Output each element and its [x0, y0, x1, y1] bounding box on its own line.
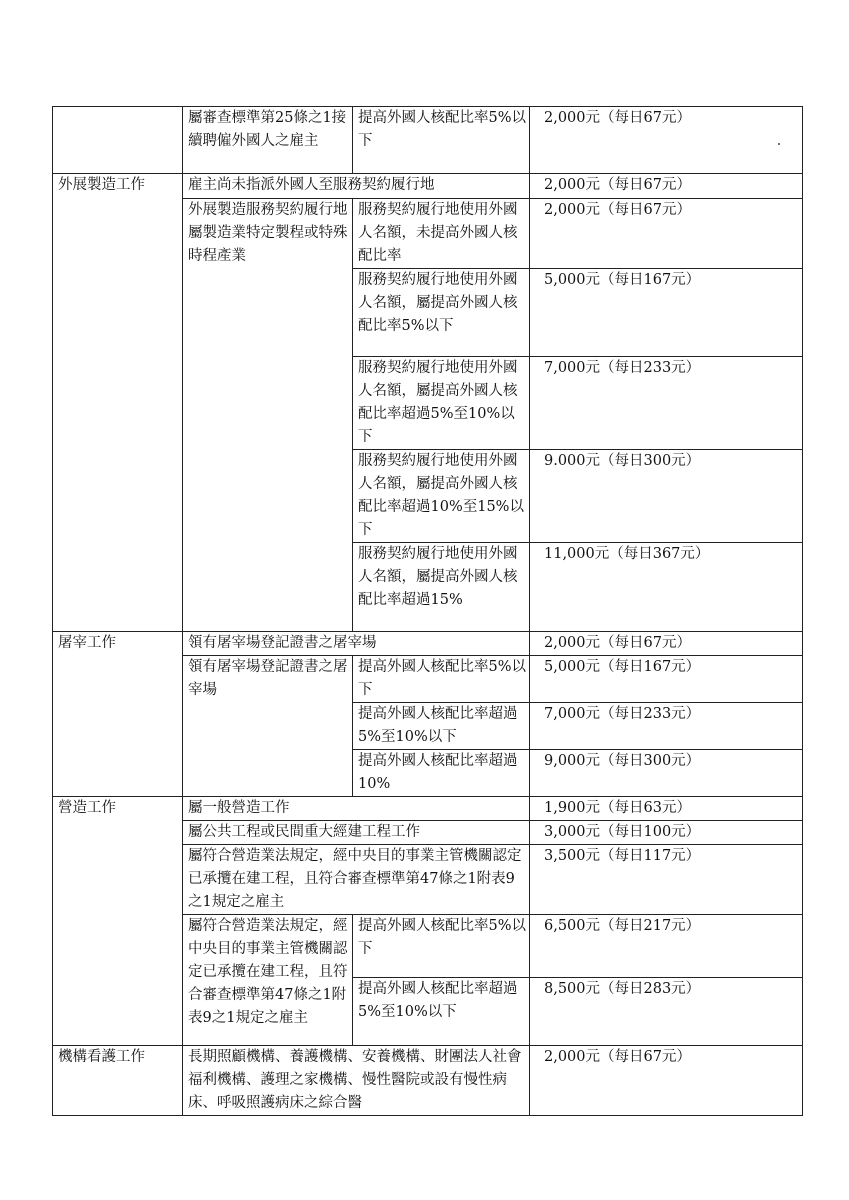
table-row [53, 107, 803, 174]
condition-cell: 長期照顧機構、養護機構、安養機構、財團法人社會福利機構、護理之家機構、慢性醫院或設有慢性病床、呼吸照護病床之綜合醫 [183, 1046, 530, 1116]
category-cell: 屠宰工作 [53, 632, 183, 797]
fee-cell: 2,000元（每日67元） [530, 1046, 803, 1116]
fee-cell: 9,000元（每日300元） [530, 750, 803, 797]
fee-cell: 8,500元（每日283元） [530, 978, 803, 1046]
ratio-cell: 提高外國人核配比率5%以下 [353, 915, 530, 978]
condition-cell: 雇主尚未指派外國人至服務契約履行地 [183, 174, 530, 199]
ratio-cell: 服務契約履行地使用外國人名額，未提高外國人核配比率 [353, 199, 530, 269]
ratio-cell: 服務契約履行地使用外國人名額，屬提高外國人核配比率5%以下 [353, 269, 530, 357]
condition-cell: 屬符合營造業法規定，經中央目的事業主管機關認定已承攬在建工程，且符合審查標準第47條之1附表9之1規定之雇主 [183, 845, 530, 915]
ratio-cell: 提高外國人核配比率超過5%至10%以下 [353, 703, 530, 750]
fee-cell: 5,000元（每日167元） [530, 656, 803, 703]
scan-speck [778, 143, 780, 145]
ratio-cell: 提高外國人核配比率超過10% [353, 750, 530, 797]
fee-cell: 2,000元（每日67元） [530, 174, 803, 199]
ratio-cell: 提高外國人核配比率超過5%至10%以下 [353, 978, 530, 1046]
ratio-cell: 服務契約履行地使用外國人名額，屬提高外國人核配比率超過10%至15%以下 [353, 450, 530, 543]
fee-cell: 2,000元（每日67元） [530, 199, 803, 269]
fee-cell: 11,000元（每日367元） [530, 543, 803, 632]
fee-cell: 6,500元（每日217元） [530, 915, 803, 978]
fee-cell: 7,000元（每日233元） [530, 703, 803, 750]
condition-cell: 屬公共工程或民間重大經建工程工作 [183, 821, 530, 845]
condition-cell: 屬一般營造工作 [183, 797, 530, 821]
fee-cell: 3,500元（每日117元） [530, 845, 803, 915]
condition-cell: 外展製造服務契約履行地屬製造業特定製程或特殊時程產業 [183, 199, 353, 632]
table-row [53, 632, 803, 656]
ratio-cell: 服務契約履行地使用外國人名額，屬提高外國人核配比率超過15% [353, 543, 530, 632]
fee-cell: 7,000元（每日233元） [530, 357, 803, 450]
category-cell: 營造工作 [53, 797, 183, 1046]
fee-cell: 2,000元（每日67元） [530, 107, 803, 174]
ratio-cell: 提高外國人核配比率5%以下 [353, 107, 530, 174]
fee-cell: 1,900元（每日63元） [530, 797, 803, 821]
fee-table [52, 106, 803, 1116]
fee-cell: 3,000元（每日100元） [530, 821, 803, 845]
category-cell: 機構看護工作 [53, 1046, 183, 1116]
condition-cell: 領有屠宰場登記證書之屠宰場 [183, 632, 530, 656]
category-cell [53, 107, 183, 174]
table-row [53, 1046, 803, 1116]
ratio-cell: 提高外國人核配比率5%以下 [353, 656, 530, 703]
ratio-cell: 服務契約履行地使用外國人名額，屬提高外國人核配比率超過5%至10%以下 [353, 357, 530, 450]
fee-cell: 9.000元（每日300元） [530, 450, 803, 543]
condition-cell: 屬符合營造業法規定，經中央目的事業主管機關認定已承攬在建工程，且符合審查標準第47條之1附表9之1規定之雇主 [183, 915, 353, 1046]
condition-cell: 領有屠宰場登記證書之屠宰場 [183, 656, 353, 797]
table-row [53, 797, 803, 821]
fee-cell: 2,000元（每日67元） [530, 632, 803, 656]
table-row [53, 174, 803, 199]
category-cell: 外展製造工作 [53, 174, 183, 632]
condition-cell: 屬審查標準第25條之1接續聘僱外國人之雇主 [183, 107, 353, 174]
fee-cell: 5,000元（每日167元） [530, 269, 803, 357]
